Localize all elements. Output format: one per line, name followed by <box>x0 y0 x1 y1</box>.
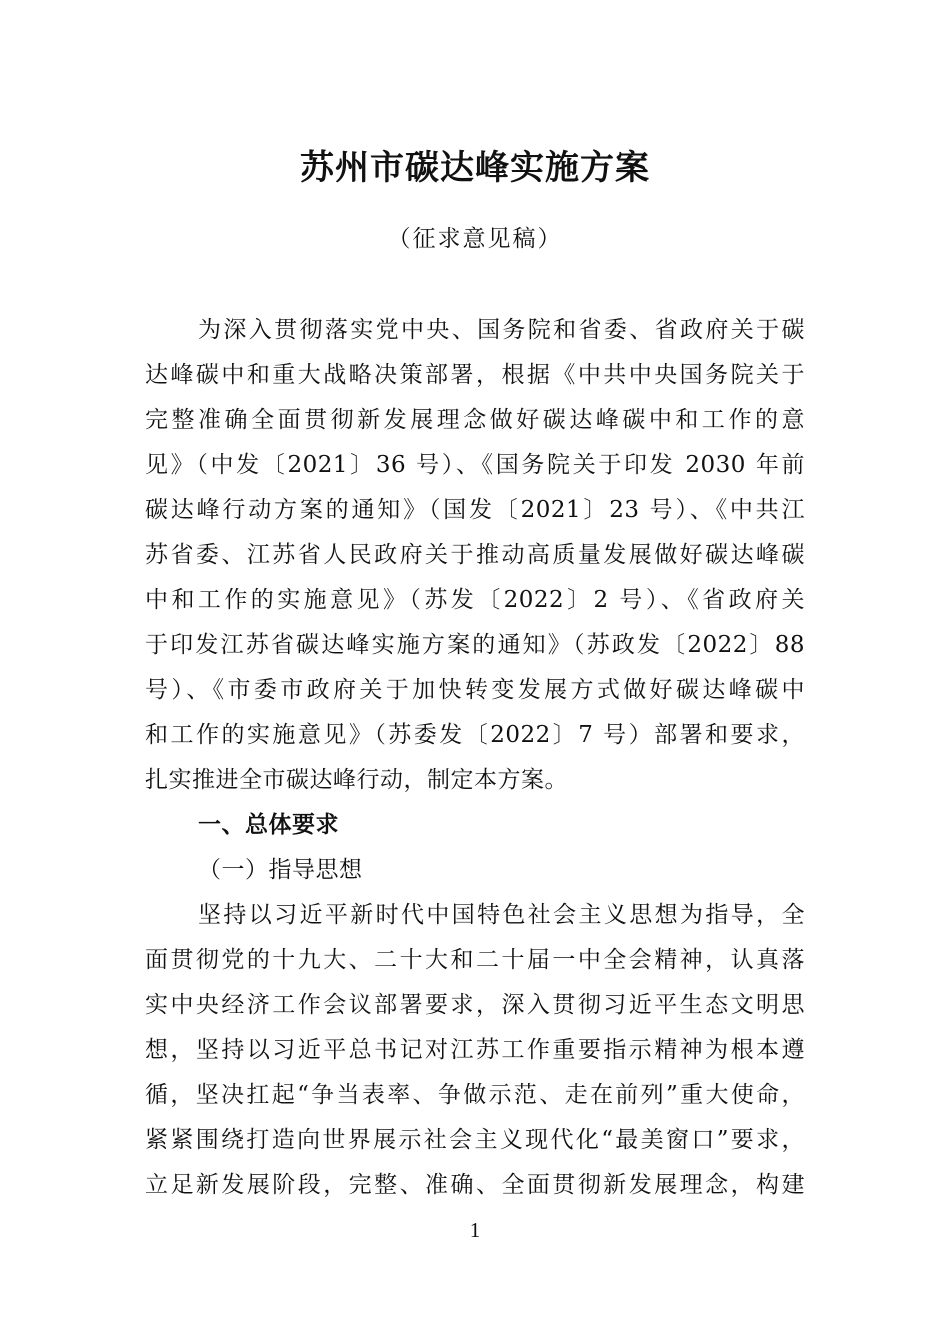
paragraph-line: 和工作的实施意见》（苏委发〔2022〕7 号）部署和要求， <box>145 722 805 748</box>
paragraph-line: 想，坚持以习近平总书记对江苏工作重要指示精神为根本遵 <box>145 1037 805 1063</box>
paragraph-line: 实中央经济工作会议部署要求，深入贯彻习近平生态文明思 <box>145 992 805 1018</box>
paragraph-line: 扎实推进全市碳达峰行动，制定本方案。 <box>145 767 568 793</box>
paragraph-line: 达峰碳中和重大战略决策部署，根据《中共中央国务院关于 <box>145 362 805 388</box>
paragraph-line: 碳达峰行动方案的通知》（国发〔2021〕23 号）、《中共江 <box>145 497 805 523</box>
paragraph-line: 立足新发展阶段，完整、准确、全面贯彻新发展理念，构建 <box>145 1172 805 1198</box>
paragraph-line: 号）、《市委市政府关于加快转变发展方式做好碳达峰碳中 <box>145 677 805 703</box>
paragraph-line: 见》（中发〔2021〕36 号）、《国务院关于印发 2030 年前 <box>145 452 805 478</box>
paragraph-line: 完整准确全面贯彻新发展理念做好碳达峰碳中和工作的意 <box>145 407 805 433</box>
paragraph-line: 于印发江苏省碳达峰实施方案的通知》（苏政发〔2022〕88 <box>145 632 805 658</box>
paragraph-line: 面贯彻党的十九大、二十大和二十届一中全会精神，认真落 <box>145 947 805 973</box>
subsection-heading: （一）指导思想 <box>198 857 363 883</box>
paragraph-line: 坚持以习近平新时代中国特色社会主义思想为指导，全 <box>198 902 805 928</box>
section-heading: 一、总体要求 <box>198 812 339 838</box>
document-title: 苏州市碳达峰实施方案 <box>300 148 650 188</box>
document-body <box>145 308 805 1208</box>
paragraph-line: 紧紧围绕打造向世界展示社会主义现代化“最美窗口”要求， <box>145 1127 805 1153</box>
document-subtitle: （征求意见稿） <box>387 226 563 252</box>
paragraph-line: 中和工作的实施意见》（苏发〔2022〕2 号）、《省政府关 <box>145 587 805 613</box>
page-number: 1 <box>469 1218 481 1242</box>
paragraph-line: 循，坚决扛起“争当表率、争做示范、走在前列”重大使命， <box>145 1082 805 1108</box>
paragraph-line: 苏省委、江苏省人民政府关于推动高质量发展做好碳达峰碳 <box>145 542 805 568</box>
paragraph-line: 为深入贯彻落实党中央、国务院和省委、省政府关于碳 <box>198 317 805 343</box>
